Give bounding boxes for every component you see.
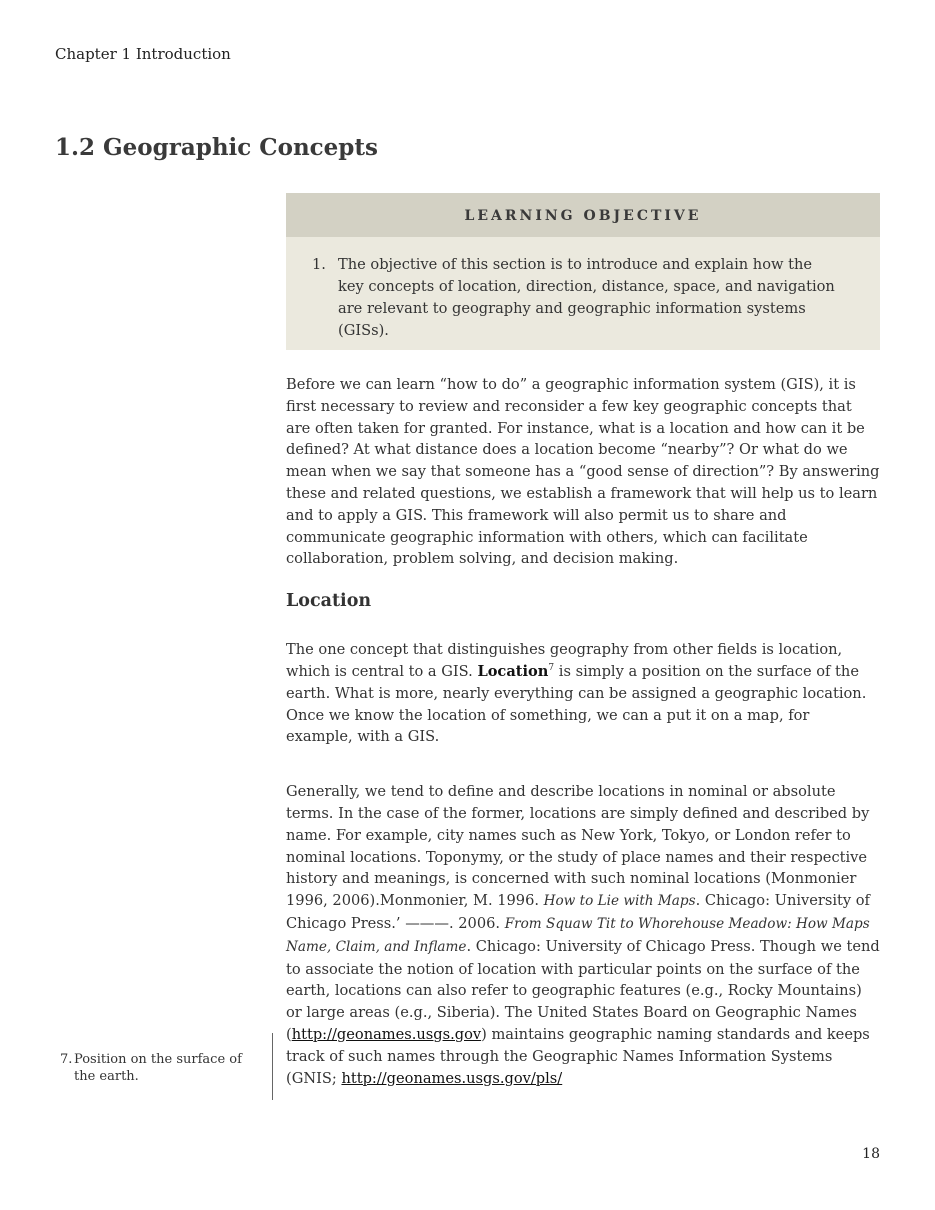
text-run: Generally, we tend to define and describe locations in nominal or absolute terms. In the case of the former, locations are simply defined and described by name. For example, city names such as New York, Tokyo, or London refer to nominal locations. Toponymy, or the study of place names and their respective history and meanings, is concerned with such nominal locations (Monmonier 1996, 2006).Monmonier, M. 1996. xyxy=(286,783,870,910)
text-run: ) maintains geographic naming standards and keeps track of such names through the Geographic Names Information Systems (GNIS; xyxy=(286,1025,870,1087)
text-run: is simply a position on the surface of the earth. What is more, nearly everything can be assigned a geographic location. Once we know the location of something, we can a put it on a map, for example, with a GIS. xyxy=(286,662,867,746)
text-run: . Chicago: University of Chicago Press.’ ———. 2006. xyxy=(286,892,870,932)
main-body xyxy=(286,374,880,1089)
subheading-location: Location xyxy=(286,591,372,612)
learning-objective-box xyxy=(286,193,880,350)
page-number: 18 xyxy=(862,1146,880,1162)
reference-title: How to Lie with Maps xyxy=(543,893,696,910)
learning-objective-text: The objective of this section is to introduce and explain how the key concepts of location, direction, distance, space, and navigation are relevant to geography and geographic information systems (GISs). xyxy=(338,256,835,339)
gnis-link[interactable]: http://geonames.usgs.gov/pls/ xyxy=(341,1069,563,1087)
nominal-location-paragraph xyxy=(286,781,880,1089)
learning-objective-item xyxy=(312,254,842,342)
geonames-link[interactable]: http://geonames.usgs.gov xyxy=(291,1025,482,1043)
sidenote-text: Position on the surface of the earth. xyxy=(74,1052,242,1084)
sidenote-number: 7. xyxy=(60,1052,73,1067)
location-paragraph xyxy=(286,639,880,748)
intro-paragraph: Before we can learn “how to do” a geographic information system (GIS), it is first necessary to review and reconsider a few key geographic concepts that are often taken for granted. For instance, what is a location and how can it be defined? At what distance does a location become “nearby”? Or what do we mean when we say that someone has a “good sense of direction”? By answering these and related questions, we establish a framework that will help us to learn and to apply a GIS. This framework will also permit us to share and communicate geographic information with others, which can facilitate collaboration, problem solving, and decision making. xyxy=(286,376,880,568)
learning-objective-heading: LEARNING OBJECTIVE xyxy=(286,193,880,237)
note-ref-7[interactable]: 7 xyxy=(548,663,555,674)
learning-objective-list xyxy=(312,254,842,342)
running-head: Chapter 1 Introduction xyxy=(55,45,231,63)
sidenote-7 xyxy=(60,1051,260,1085)
text-run: The one concept that distinguishes geography from other fields is location, which is central to a GIS. xyxy=(286,641,843,680)
term-location: Location xyxy=(477,662,549,680)
section-title: 1.2 Geographic Concepts xyxy=(55,134,378,161)
text-run: . Chicago: University of Chicago Press. Though we tend to associate the notion of location with particular points on the surface of the earth, locations can also refer to geographic features (e.g., Rocky Mountains) or large areas (e.g., Siberia). The United States Board on Geographic Names ( xyxy=(286,937,880,1043)
list-number: 1. xyxy=(312,256,326,273)
margin-rule xyxy=(272,1033,273,1100)
reference-title: From Squaw Tit to Whorehouse Meadow: How Maps Name, Claim, and Inflame xyxy=(286,915,870,955)
